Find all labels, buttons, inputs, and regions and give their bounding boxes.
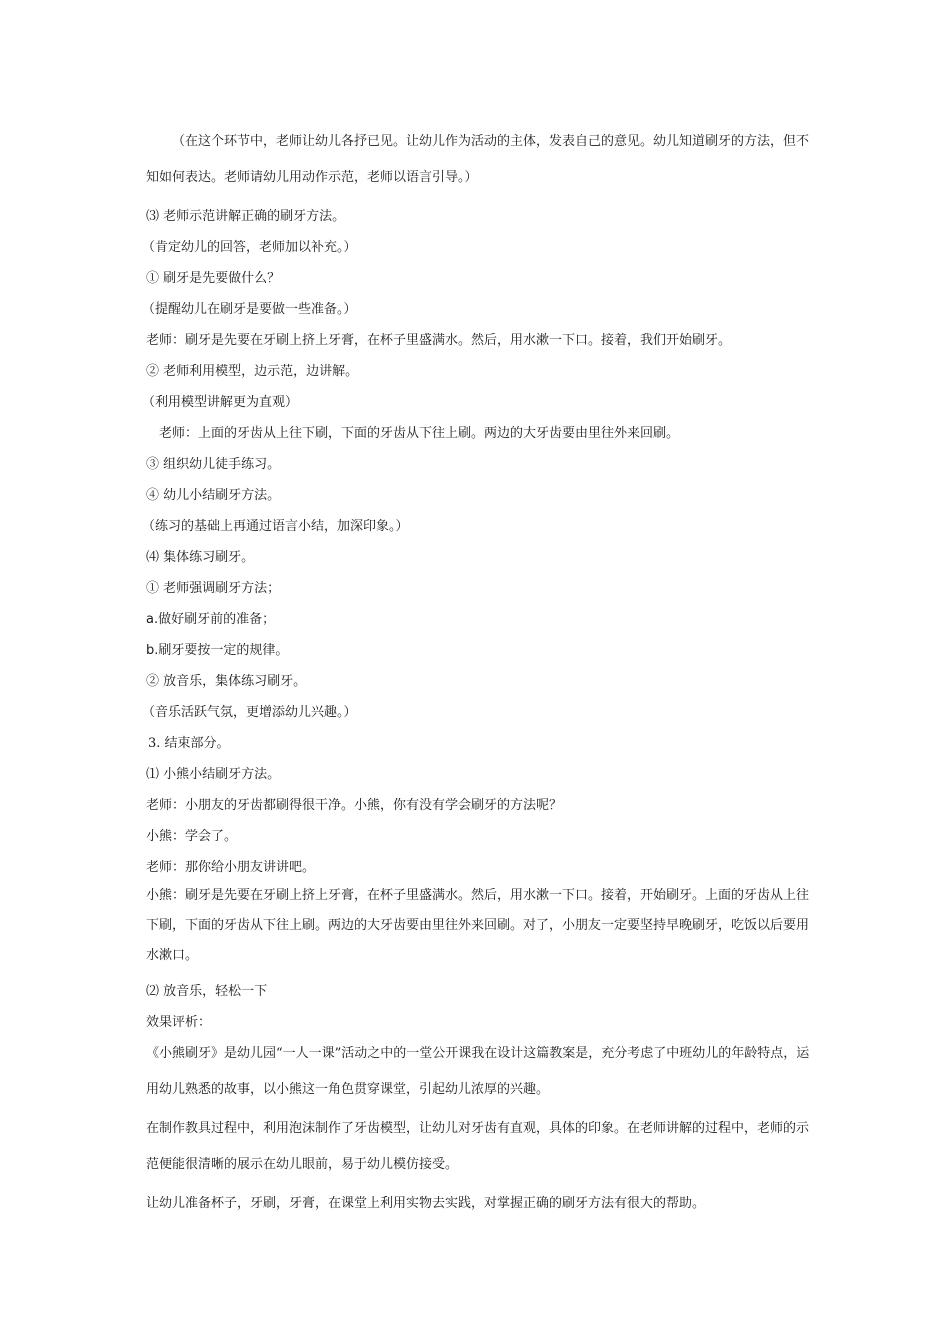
section-ending: 3. 结束部分。 [148,736,230,751]
teacher-line-brushing-method: 老师：上面的牙齿从上往下刷，下面的牙齿从下往上刷。两边的大牙齿要由里往外来回刷。 [159,426,680,441]
step-emphasize-method: ① 老师强调刷牙方法； [146,581,281,596]
teacher-line-prepare: 老师：刷牙是先要在牙刷上挤上牙膏，在杯子里盛满水。然后，用水漱一下口。接着，我们开始刷牙。 [146,333,732,348]
step-teacher-demo: ⑶ 老师示范讲解正确的刷牙方法。 [146,209,346,224]
step-music-practice: ② 放音乐，集体练习刷牙。 [146,674,307,689]
list-item-a: a.做好刷牙前的准备； [146,612,276,627]
evaluation-paragraph-2: 在制作教具过程中，利用泡沫制作了牙齿模型，让幼儿对牙齿有直观，具体的印象。在老师讲解的过程中，老师的示范便能很清晰的展示在幼儿眼前，易于幼儿模仿接受。 [146,1121,810,1172]
note-affirm-answers: （肯定幼儿的回答，老师加以补充。） [142,240,357,255]
heading-evaluation: 效果评析： [146,1015,212,1030]
paragraph-interaction-note: （在这个环节中，老师让幼儿各抒已见。让幼儿作为活动的主体，发表自己的意见。幼儿知道刷牙的方法，但不知如何表达。老师请幼儿用动作示范，老师以语言引导。） [146,134,810,185]
step-bear-summary: ⑴ 小熊小结刷牙方法。 [146,767,281,782]
evaluation-paragraph-1: 《小熊刷牙》是幼儿园“一人一课”活动之中的一堂公开课我在设计这篇教案是，充分考虑了中班幼儿的年龄特点，运用幼儿熟悉的故事，以小熊这一角色贯穿课堂，引起幼儿浓厚的兴趣。 [146,1046,810,1097]
bear-line-learned: 小熊：学会了。 [146,829,238,844]
teacher-line-ask-bear: 老师：小朋友的牙齿都刷得很干净。小熊，你有没有学会刷牙的方法呢？ [146,798,563,813]
note-practice-summary: （练习的基础上再通过语言小结，加深印象。） [142,519,409,534]
question-first-step: ① 刷牙是先要做什么？ [146,271,281,286]
note-remind-prepare: （提醒幼儿在刷牙是要做一些准备。） [142,302,357,317]
document-body [142,124,814,1214]
note-model-intuitive: （利用模型讲解更为直观） [142,395,299,410]
step-hand-practice: ③ 组织幼儿徒手练习。 [146,457,281,472]
step-children-summary: ④ 幼儿小结刷牙方法。 [146,488,281,503]
list-item-b: b.刷牙要按一定的规律。 [146,643,289,658]
step-model-demo: ② 老师利用模型，边示范，边讲解。 [146,364,359,379]
teacher-line-please-explain: 老师：那你给小朋友讲讲吧。 [146,860,316,875]
step-relax-music: ⑵ 放音乐，轻松一下 [146,984,268,999]
bear-line-explanation: 小熊：刷牙是先要在牙刷上挤上牙膏，在杯子里盛满水。然后，用水漱一下口。接着，开始刷牙。上面的牙齿从上往下刷，下面的牙齿从下往上刷。两边的大牙齿要由里往外来回刷。对了，小朋友一定要坚持早晚刷牙，吃饭以后要用水漱口。 [146,888,810,963]
step-group-practice: ⑷ 集体练习刷牙。 [146,550,255,565]
note-music-atmosphere: （音乐活跃气氛，更增添幼儿兴趣。） [142,705,357,720]
evaluation-paragraph-3: 让幼儿准备杯子，牙刷，牙膏，在课堂上利用实物去实践，对掌握正确的刷牙方法有很大的帮助。 [146,1196,706,1211]
